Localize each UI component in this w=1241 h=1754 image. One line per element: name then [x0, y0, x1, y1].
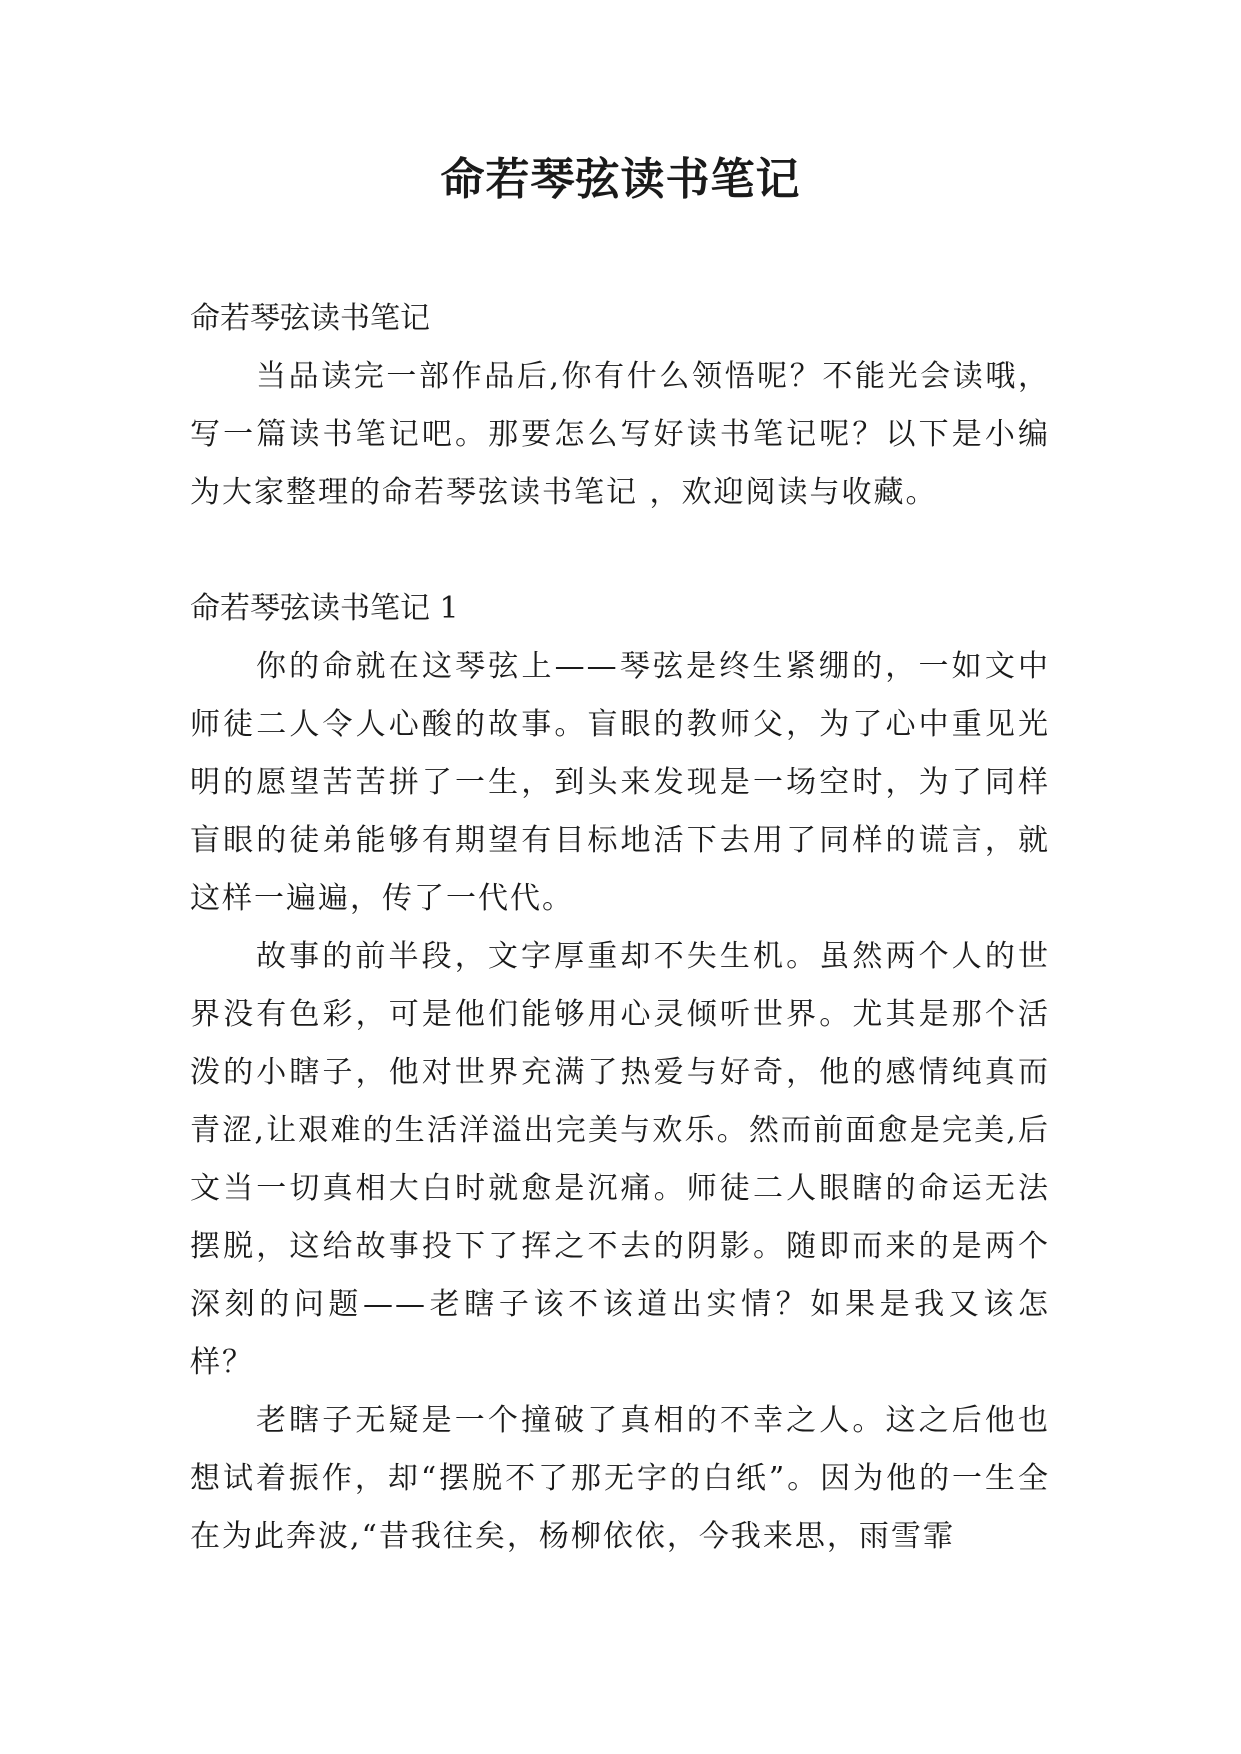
intro-paragraph: 当品读完一部作品后,你有什么领悟呢？不能光会读哦，写一篇读书笔记吧。那要怎么写好读书笔记呢？以下是小编为大家整理的命若琴弦读书笔记 ，欢迎阅读与收藏。: [190, 359, 1050, 510]
section-heading-1: 命若琴弦读书笔记 1: [190, 591, 459, 626]
intro-heading: 命若琴弦读书笔记: [190, 301, 430, 336]
document-body: [190, 290, 1050, 1566]
section-spacer: [190, 522, 1050, 580]
body-paragraph-1: 你的命就在这琴弦上——琴弦是终生紧绷的，一如文中师徒二人令人心酸的故事。盲眼的教师父，为了心中重见光明的愿望苦苦拼了一生，到头来发现是一场空时，为了同样盲眼的徒弟能够有期望有目标地活下去用了同样的谎言，就这样一遍遍，传了一代代。: [190, 649, 1050, 916]
document-title: 命若琴弦读书笔记: [440, 154, 801, 205]
body-paragraph-2: 故事的前半段，文字厚重却不失生机。虽然两个人的世界没有色彩，可是他们能够用心灵倾听世界。尤其是那个活泼的小瞎子，他对世界充满了热爱与好奇，他的感情纯真而青涩,让艰难的生活洋溢出完美与欢乐。然而前面愈是完美,后文当一切真相大白时就愈是沉痛。师徒二人眼瞎的命运无法摆脱，这给故事投下了挥之不去的阴影。随即而来的是两个深刻的问题——老瞎子该不该道出实情？如果是我又该怎样？: [190, 939, 1050, 1380]
body-paragraph-3: 老瞎子无疑是一个撞破了真相的不幸之人。这之后他也想试着振作，却“摆脱不了那无字的白纸”。因为他的一生全在为此奔波,“昔我往矣，杨柳依依，今我来思，雨雪霏: [190, 1403, 1050, 1554]
